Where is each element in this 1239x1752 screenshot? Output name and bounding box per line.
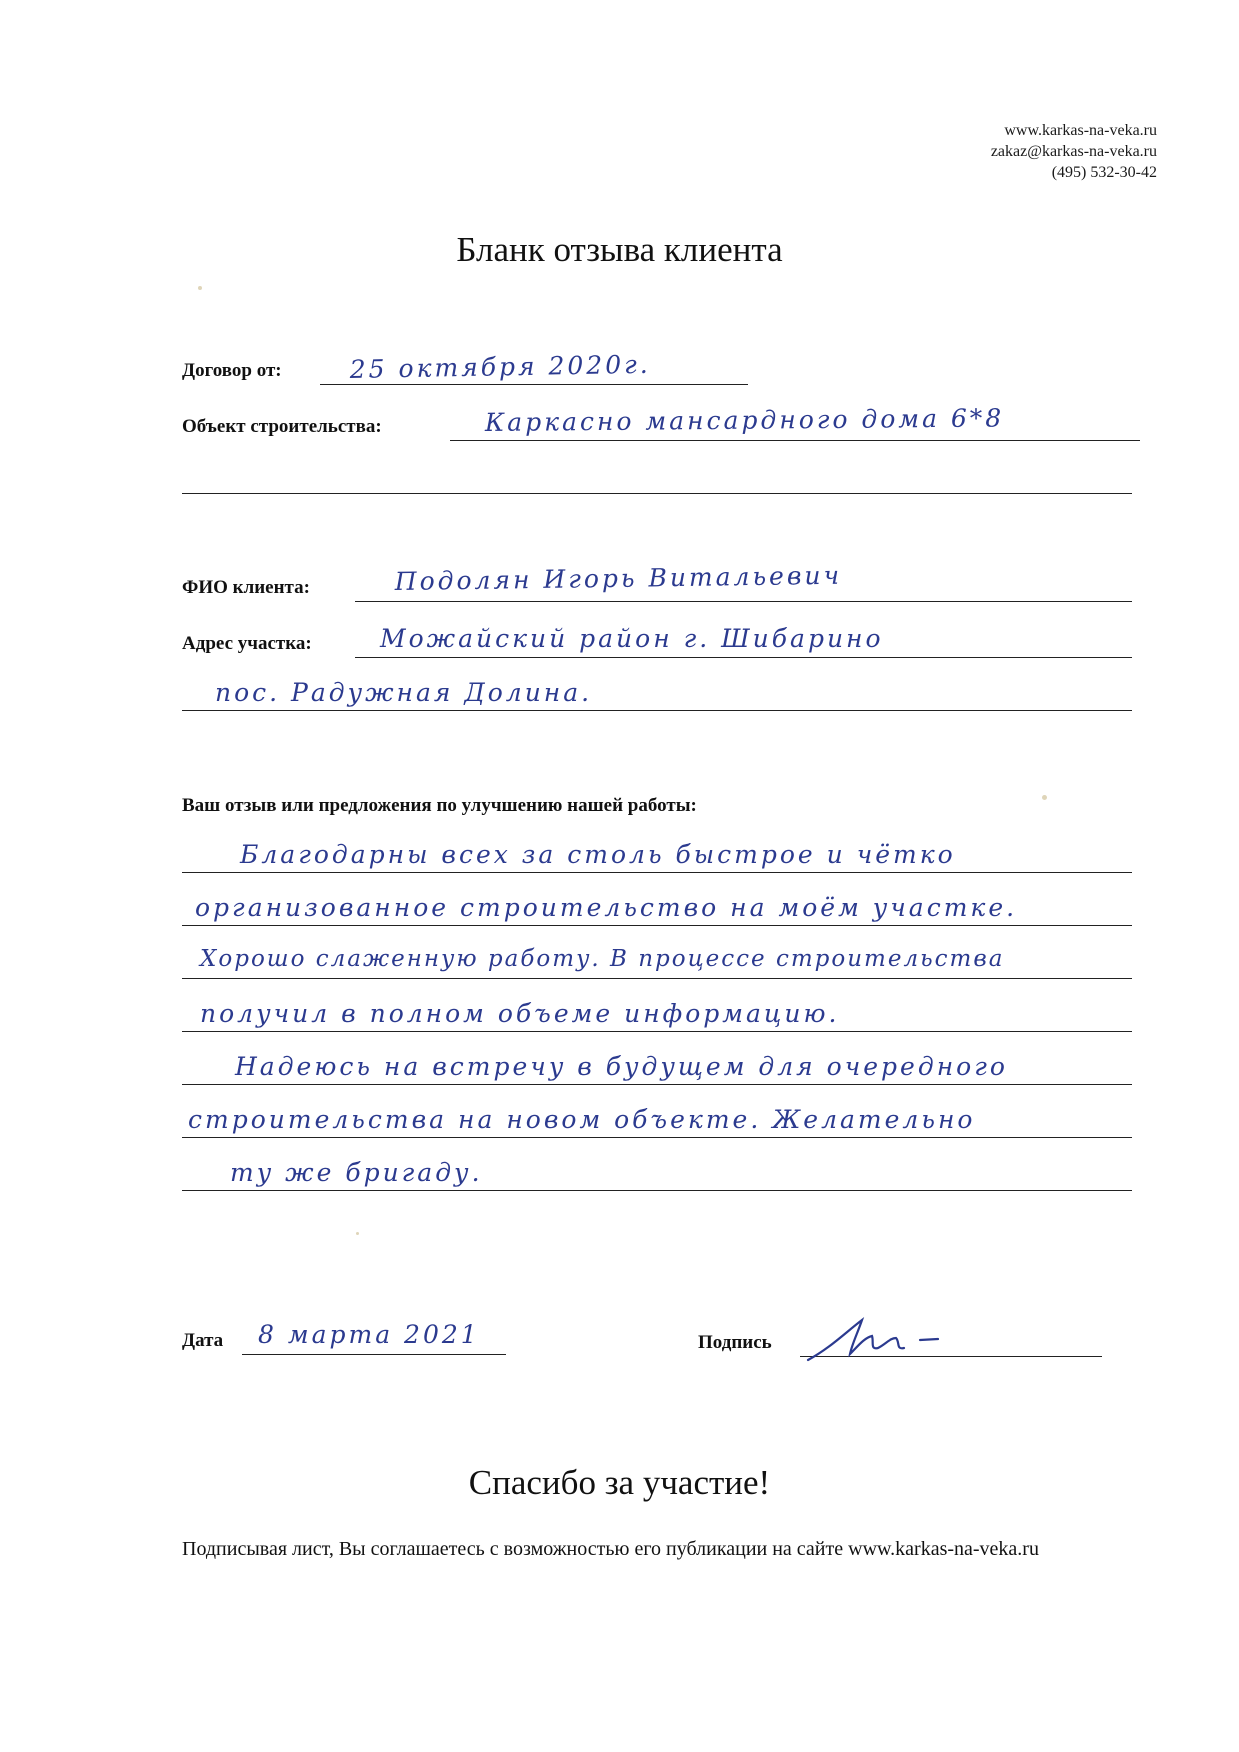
client-line: [355, 601, 1132, 602]
signature-label: Подпись: [698, 1332, 772, 1353]
signature-mark: [800, 1308, 980, 1368]
address-label: Адрес участка:: [182, 633, 312, 654]
feedback-label: Ваш отзыв или предложения по улучшению нашей работы:: [182, 795, 697, 816]
feedback-line-7: [182, 1190, 1132, 1191]
publication-notice: Подписывая лист, Вы соглашаетесь с возможностью его публикации на сайте www.karkas-na-veka.ru: [182, 1538, 1039, 1560]
feedback-text-line[interactable]: получил в полном объеме информацию.: [200, 999, 840, 1028]
thanks-message: Спасибо за участие!: [468, 1463, 771, 1502]
scan-speck: [356, 1232, 359, 1235]
feedback-text-line[interactable]: Надеюсь на встречу в будущем для очередного: [235, 1052, 1008, 1081]
contract-line: [320, 384, 748, 385]
object-value[interactable]: Каркасно мансардного дома 6*8: [484, 403, 1005, 437]
feedback-text-line[interactable]: организованное строительство на моём участке.: [195, 893, 1018, 922]
feedback-line-2: [182, 925, 1132, 926]
contract-value[interactable]: 25 октября 2020г.: [349, 349, 651, 384]
feedback-text-line[interactable]: строительства на новом объекте. Желательно: [188, 1105, 976, 1134]
object-line: [450, 440, 1140, 441]
feedback-line-5: [182, 1084, 1132, 1085]
feedback-line-6: [182, 1137, 1132, 1138]
feedback-line-1: [182, 872, 1132, 873]
address-value-line1[interactable]: Можайский район г. Шибарино: [380, 624, 884, 653]
address-value-line2[interactable]: пос. Радужная Долина.: [215, 678, 593, 707]
contract-label: Договор от:: [182, 360, 282, 381]
feedback-text-line[interactable]: Хорошо слаженную работу. В процессе строительства: [200, 946, 1005, 972]
feedback-line-3: [182, 978, 1132, 979]
contacts-block: [991, 120, 1157, 183]
address-line-1: [355, 657, 1132, 658]
address-line-2: [182, 710, 1132, 711]
website-link[interactable]: www.karkas-na-veka.ru: [1004, 122, 1157, 139]
date-line: [242, 1354, 506, 1355]
object-extra-line: [182, 493, 1132, 494]
client-label: ФИО клиента:: [182, 577, 310, 598]
email-link[interactable]: zakaz@karkas-na-veka.ru: [990, 143, 1157, 160]
feedback-text-line[interactable]: Благодарны всех за столь быстрое и чётко: [240, 840, 956, 869]
object-label: Объект строительства:: [182, 416, 382, 437]
form-title: Бланк отзыва клиента: [456, 230, 783, 269]
date-value[interactable]: 8 марта 2021: [258, 1320, 480, 1349]
scan-speck: [198, 286, 202, 290]
scan-speck: [1042, 795, 1047, 800]
date-label: Дата: [182, 1330, 224, 1351]
feedback-line-4: [182, 1031, 1132, 1032]
client-value[interactable]: Подолян Игорь Витальевич: [394, 560, 843, 596]
feedback-text-line[interactable]: ту же бригаду.: [230, 1158, 483, 1187]
phone-number: (495) 532-30-42: [1051, 164, 1157, 181]
